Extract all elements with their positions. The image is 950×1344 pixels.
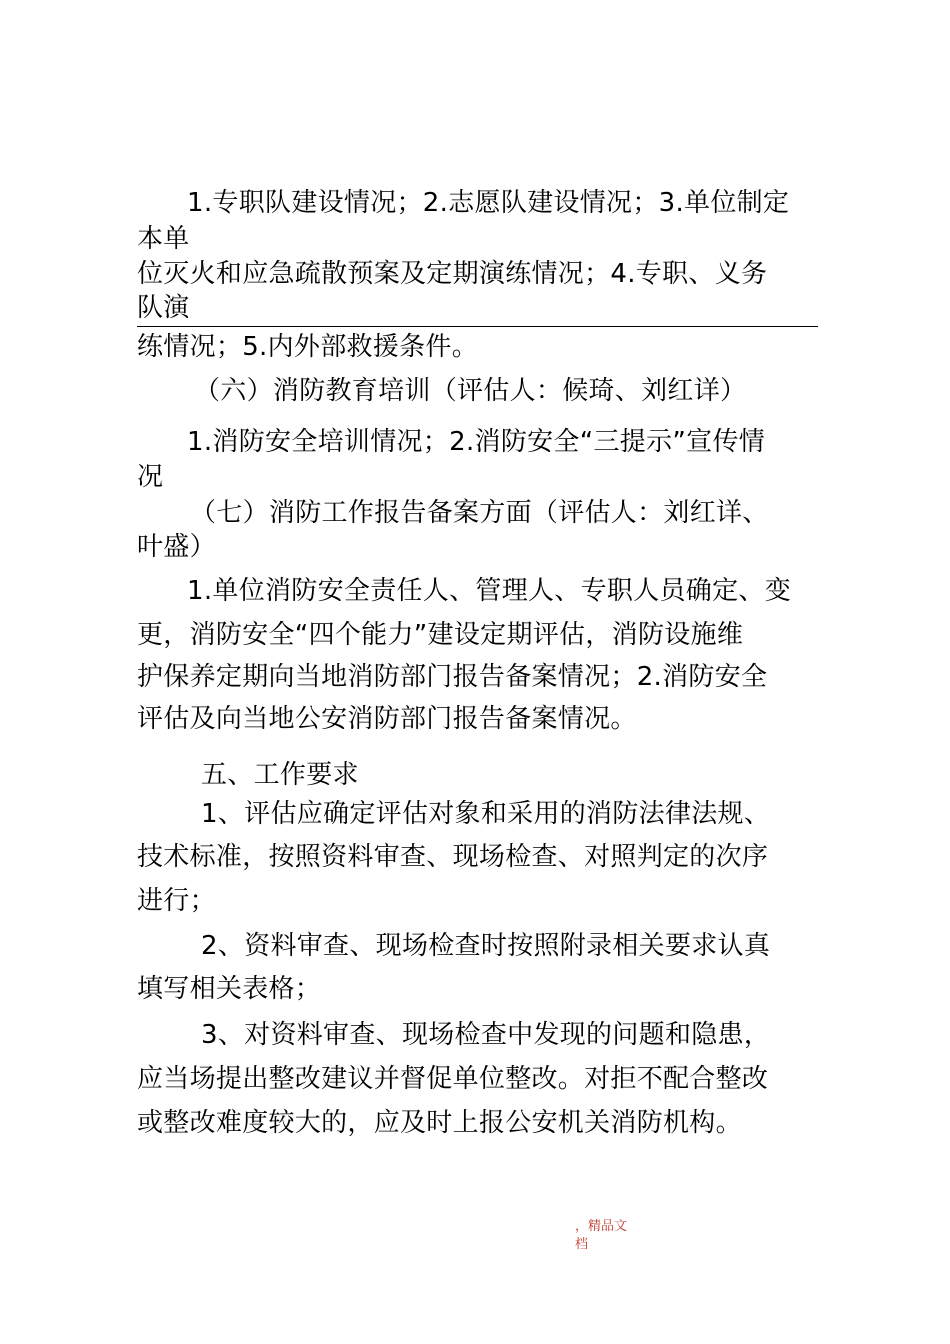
requirement-1-line2: 技术标准，按照资料审查、现场检查、对照判定的次序 [137, 842, 769, 872]
requirement-2-line1: 2、资料审查、现场检查时按照附录相关要求认真 [201, 931, 771, 961]
footer-line1: ，精品文 [575, 1219, 628, 1234]
paragraph-item6-line2: 况 [137, 462, 164, 492]
footer-watermark [575, 1218, 627, 1254]
heading-section-7-line2: 叶盛） [137, 532, 216, 562]
requirement-3-line2: 应当场提出整改建议并督促单位整改。对拒不配合整改 [137, 1064, 769, 1094]
paragraph-item7-line4: 评估及向当地公安消防部门报告备案情况。 [137, 704, 637, 734]
requirement-1-line1: 1、评估应确定评估对象和采用的消防法律法规、 [201, 799, 771, 829]
requirement-1-line3: 进行； [137, 886, 216, 916]
requirement-3-line3: 或整改难度较大的，应及时上报公安机关消防机构。 [137, 1108, 742, 1138]
paragraph-item7-line3: 护保养定期向当地消防部门报告备案情况；2.消防安全 [137, 662, 768, 692]
heading-section-6: （六）消防教育培训（评估人：候琦、刘红详） [194, 376, 747, 406]
paragraph-item5-line3: 位灭火和应急疏散预案及定期演练情况；4.专职、义务 [137, 259, 768, 289]
heading-section-5: 五、工作要求 [201, 760, 359, 790]
heading-section-7-line1: （七）消防工作报告备案方面（评估人：刘红详、 [190, 498, 769, 528]
paragraph-item6-line1: 1.消防安全培训情况；2.消防安全“三提示”宣传情 [187, 427, 766, 457]
paragraph-item7-line2: 更，消防安全“四个能力”建设定期评估，消防设施维 [137, 620, 744, 650]
paragraph-item5-line4: 队演 [137, 293, 190, 323]
requirement-3-line1: 3、对资料审查、现场检查中发现的问题和隐患， [201, 1020, 771, 1050]
paragraph-item5-line1: 1.专职队建设情况；2.志愿队建设情况；3.单位制定 [187, 188, 790, 218]
paragraph-item5-line5: 练情况；5.内外部救援条件。 [137, 332, 479, 362]
requirement-2-line2: 填写相关表格； [137, 974, 322, 1004]
horizontal-rule [137, 326, 818, 327]
paragraph-item7-line1: 1.单位消防安全责任人、管理人、专职人员确定、变 [187, 576, 792, 606]
paragraph-item5-line2: 本单 [137, 224, 190, 254]
footer-line2: 档 [575, 1237, 589, 1252]
